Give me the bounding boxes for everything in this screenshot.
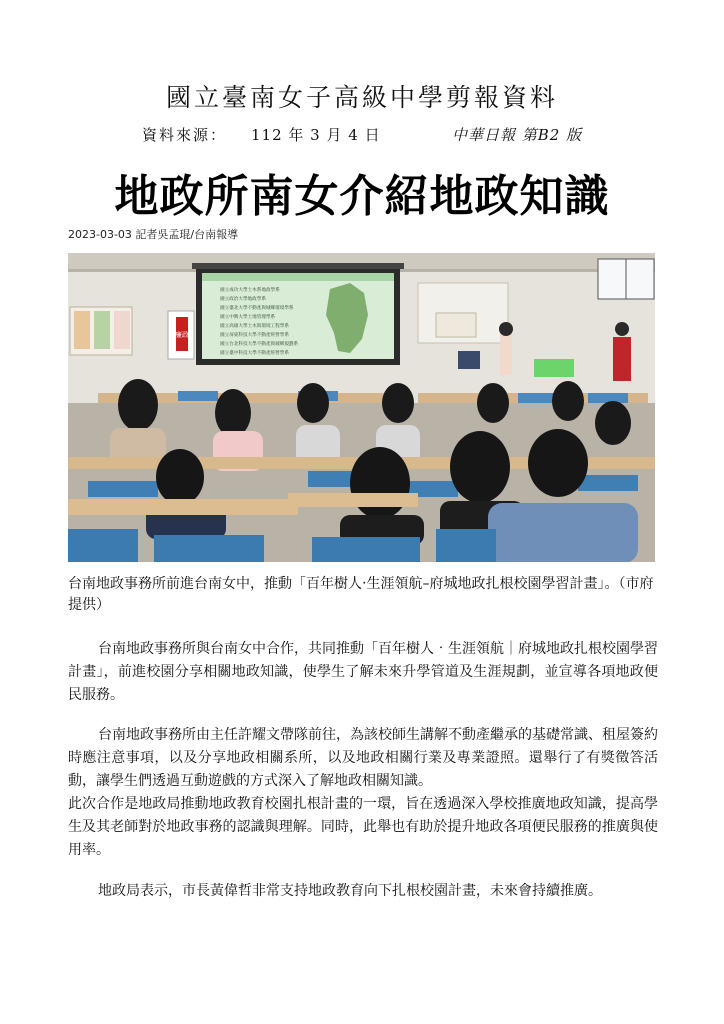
- school-title: 國立臺南女子高級中學剪報資料: [165, 83, 558, 112]
- svg-text:國立中興大學土地管理學系: 國立中興大學土地管理學系: [220, 315, 276, 320]
- svg-text:國立高雄大學土木與環境工程學系: 國立高雄大學土木與環境工程學系: [220, 324, 289, 329]
- body-paragraph: 此次合作是地政局推動地政教育校園扎根計畫的一環，旨在透過深入學校推廣地政知識，提高學生及其老師對於地政事務的認識與理解。同時，此舉也有助於提升地政各項便民服務的推廣與使用率。: [68, 796, 658, 858]
- svg-text:國立台北科技大學不動產與城鄉規劃系: 國立台北科技大學不動產與城鄉規劃系: [220, 342, 299, 347]
- svg-text:國立臺北大學不動產與城鄉環境學系: 國立臺北大學不動產與城鄉環境學系: [220, 306, 294, 311]
- svg-text:國立屏東科技大學不動產經營學系: 國立屏東科技大學不動產經營學系: [220, 333, 289, 338]
- body-paragraph: 台南地政事務所由主任許耀文帶隊前往，為該校師生講解不動產繼承的基礎常識、租屋簽約時應注意事項，以及分享地政相關系所，以及地政相關行業及專業證照。還舉行了有獎徵答活動，讓學生們透過互動遊戲的方式深入了解地政相關知識。: [68, 727, 658, 789]
- byline: 2023-03-03 記者吳孟琨/台南報導: [68, 228, 239, 241]
- svg-text:國立臺中科技大學不動產經營學系: 國立臺中科技大學不動產經營學系: [220, 351, 289, 356]
- newspaper-name: 中華日報 第B2 版: [452, 126, 583, 144]
- classroom-photo: [68, 253, 655, 562]
- photo-caption: 台南地政事務所前進台南女中，推動「百年樹人‧生涯領航–府城地政扎根校園學習計畫」。（市府提供）: [68, 576, 654, 613]
- source-label: 資料來源：: [142, 126, 228, 144]
- poster-text: 廉政: [175, 331, 189, 339]
- body-paragraph: 地政局表示，市長黃偉哲非常支持地政教育向下扎根校園計畫，未來會持續推廣。: [98, 883, 602, 899]
- body-paragraph: 台南地政事務所與台南女中合作，共同推動「百年樹人‧生涯領航｜府城地政扎根校園學習計畫」，前進校園分享相關地政知識，使學生了解未來升學管道及生涯規劃，並宣導各項地政便民服務。: [68, 641, 658, 703]
- source-line: [142, 124, 381, 145]
- headline: 地政所南女介紹地政知識: [114, 171, 610, 222]
- svg-text:國立成功大學土木系地政學系: 國立成功大學土木系地政學系: [220, 288, 280, 293]
- svg-text:國立政治大學地政學系: 國立政治大學地政學系: [220, 297, 266, 302]
- source-date: 112 年 3 月 4 日: [251, 126, 381, 144]
